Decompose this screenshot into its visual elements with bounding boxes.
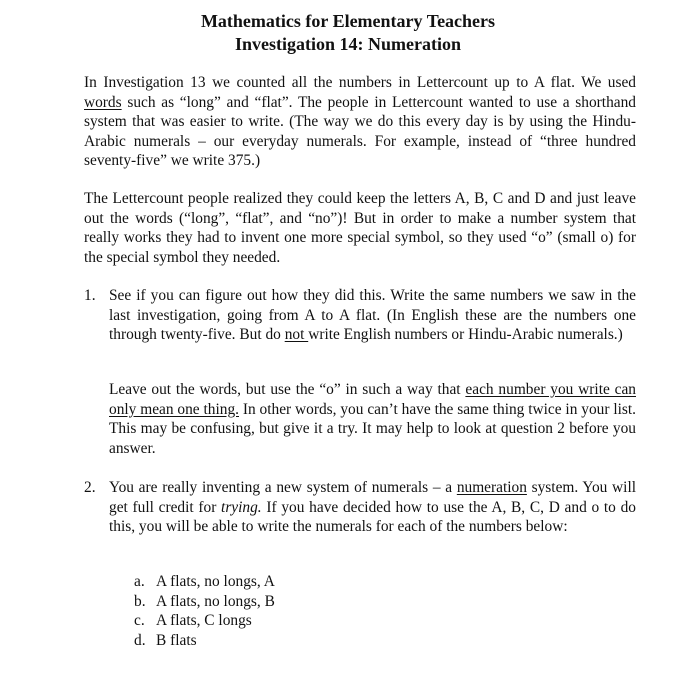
q1-text-c: Leave out the words, but use the “o” in such a way that (109, 381, 466, 398)
q2-text-b: system. You will get full credit for (109, 479, 636, 516)
list-item-label: c. (134, 612, 145, 630)
q1-underlined-not: not (284, 326, 309, 344)
list-item (134, 631, 275, 651)
list-item-text: A flats, no longs, B (156, 592, 275, 610)
intro-paragraph-2: The Lettercount people realized they could keep the letters A, B, C and D and just leave out the words (“long”, “flat”, and “no”)! But in order to make a number system that really works they had to invent one more special symbol, so they used “o” (small o) for the special symbol they needed. (84, 190, 636, 266)
list-item (134, 572, 275, 592)
q1-text-d: In other words, you can’t have the same thing twice in your list. This may be confusing, but give it a try. It may help to look at question 2 before you answer. (109, 400, 636, 457)
intro-p1-underlined-words: words (84, 93, 122, 111)
intro-p1-text-b: such as “long” and “flat”. The people in Lettercount wanted to use a shorthand system that was easier to write. (The way we do this every day is by using the Hindu-Arabic numerals – our everyday numerals. For example, instead of “three hundred seventy-five” we write 375.) (84, 93, 636, 170)
question-1-text (109, 286, 636, 345)
list-item-label: b. (134, 592, 146, 610)
intro-p1-text-a: In Investigation 13 we counted all the numbers in Lettercount up to A flat. We used (84, 74, 636, 91)
document-title: Mathematics for Elementary Teachers (200, 11, 496, 31)
question-2-text (109, 478, 636, 537)
q2-italic-trying: trying. (221, 498, 262, 516)
intro-paragraph-1 (84, 73, 636, 171)
q1-text-b: write English numbers or Hindu-Arabic numerals.) (308, 326, 623, 344)
q2-text-c: If you have decided how to use the A, B, C, D and o to do this, you will be able to write the numerals for each of the numbers below: (109, 498, 636, 536)
q1-underlined-emphasis: each number you write can only mean one thing. (109, 381, 636, 418)
list-item-label: a. (134, 573, 145, 590)
list-item (134, 611, 275, 631)
list-item-text: A flats, C longs (156, 612, 252, 630)
document-subtitle: Investigation 14: Numeration (235, 34, 461, 54)
question-2-sublist (134, 572, 275, 650)
question-2-number: 2. (84, 479, 96, 496)
q2-underlined-numeration: numeration (456, 479, 527, 496)
question-1-number: 1. (84, 287, 96, 304)
q2-text-a: You are really inventing a new system of numerals – a (109, 479, 457, 496)
question-1-followup (109, 380, 636, 458)
list-item (134, 592, 275, 612)
list-item-text: A flats, no longs, A (156, 573, 275, 590)
list-item-label: d. (134, 631, 146, 649)
q1-text-a: See if you can figure out how they did this. Write the same numbers we saw in the last investigation, going from A to A flat. (In English these are the numbers one through twenty-five. But do (109, 287, 636, 344)
list-item-text: B flats (156, 631, 197, 649)
